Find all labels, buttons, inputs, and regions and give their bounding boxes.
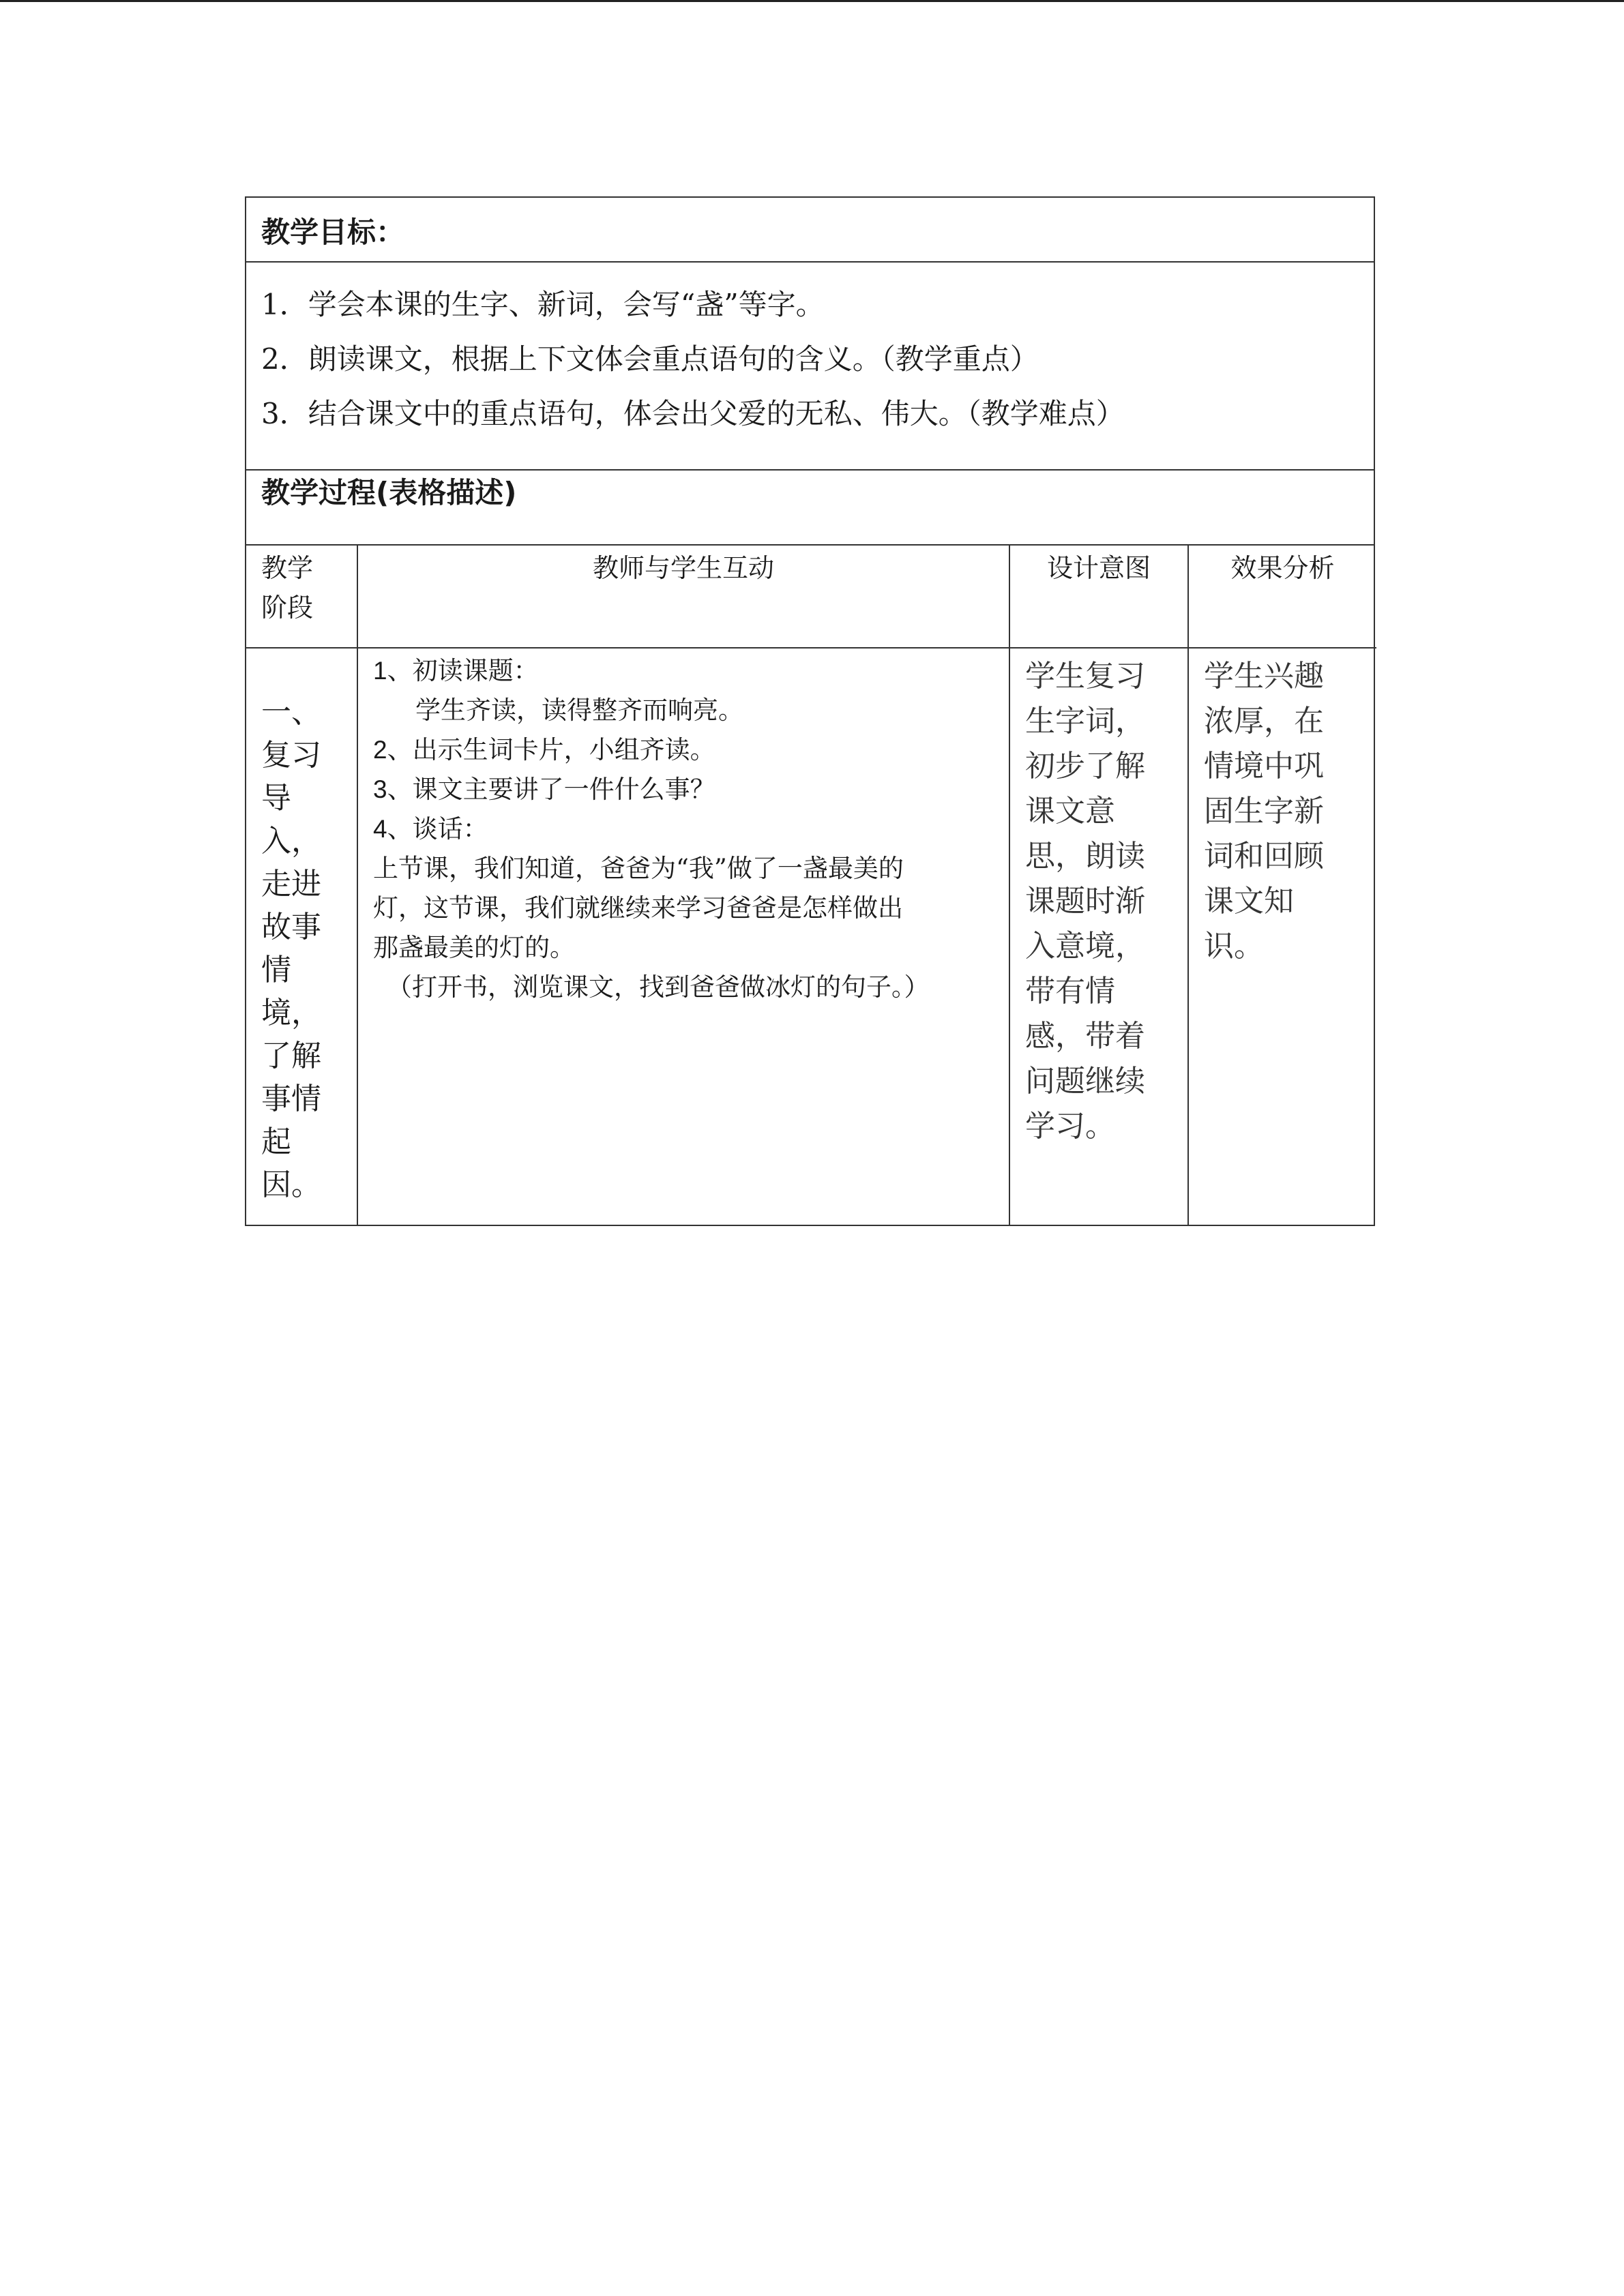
step-text: 、课文主要讲了一件什么事？	[387, 775, 715, 804]
interaction-step-1	[373, 651, 996, 691]
objectives-header-row	[246, 198, 1374, 263]
stage-line: 故事	[261, 910, 321, 944]
objective-item-1: 1．学会本课的生字、新词，会写“盏”等字。	[261, 288, 825, 321]
objective-item-3: 3．结合课文中的重点语句，体会出父爱的无私、伟大。（教学难点）	[261, 397, 1125, 430]
interaction-cell	[357, 648, 1009, 1225]
stage-cell	[246, 648, 357, 1225]
stage-line: 导	[261, 781, 291, 816]
objectives-list	[246, 263, 1374, 471]
design-intent-line: 带有情	[1025, 974, 1115, 1009]
effect-line: 课文知	[1204, 884, 1294, 919]
process-table	[246, 546, 1376, 1225]
objective-item-2: 2．朗读课文，根据上下文体会重点语句的含义。（教学重点）	[261, 342, 1039, 376]
design-intent-line: 思，朗读	[1025, 839, 1145, 874]
step-number: 1	[373, 657, 387, 685]
stage-line: 情	[261, 953, 291, 987]
design-intent-line: 生字词，	[1025, 704, 1145, 739]
stage-line: 一、	[261, 695, 321, 730]
design-intent-line: 感，带着	[1025, 1019, 1145, 1054]
process-title: 教学过程(表格描述)	[261, 476, 517, 509]
header-interaction: 教师与学生互动	[357, 546, 1009, 648]
interaction-instruction: （打开书，浏览课文，找到爸爸做冰灯的句子。）	[387, 972, 930, 1002]
process-table-header	[246, 546, 1376, 648]
interaction-paragraph-line: 那盏最美的灯的。	[373, 933, 575, 962]
top-border-rule	[0, 0, 1624, 2]
interaction-paragraph-line: 灯，这节课，我们就继续来学习爸爸是怎样做出	[373, 893, 903, 923]
effect-line: 情境中巩	[1204, 749, 1324, 784]
header-design-intent: 设计意图	[1009, 546, 1188, 648]
design-intent-line: 课题时渐	[1025, 884, 1145, 919]
interaction-paragraph-line: 上节课，我们知道，爸爸为“我”做了一盏最美的	[373, 854, 904, 883]
stage-line: 入，	[261, 824, 321, 859]
effect-analysis-cell	[1188, 648, 1376, 1225]
header-stage	[246, 546, 357, 648]
step-number: 4	[373, 815, 387, 843]
design-intent-line: 学生复习	[1025, 659, 1145, 694]
interaction-step-3	[373, 770, 996, 809]
step-text: 、出示生词卡片，小组齐读。	[387, 735, 715, 764]
design-intent-line: 问题继续	[1025, 1064, 1145, 1099]
effect-line: 浓厚，在	[1204, 704, 1324, 739]
objectives-title: 教学目标：	[261, 215, 405, 249]
step-text: 、初读课题：	[387, 656, 539, 685]
stage-line: 事情	[261, 1082, 321, 1116]
effect-line: 识。	[1204, 929, 1264, 964]
header-effect-analysis: 效果分析	[1188, 546, 1376, 648]
design-intent-line: 初步了解	[1025, 749, 1145, 784]
step-text: 、谈话：	[387, 814, 488, 844]
design-intent-line: 入意境，	[1025, 929, 1145, 964]
step-number: 2	[373, 736, 387, 764]
stage-line: 复习	[261, 738, 321, 773]
header-stage-line-2: 阶段	[261, 593, 314, 623]
process-header-row	[246, 471, 1374, 546]
stage-line: 走进	[261, 867, 321, 901]
interaction-step-4	[373, 809, 996, 849]
stage-line: 因。	[261, 1167, 321, 1202]
design-intent-line: 课文意	[1025, 794, 1115, 829]
effect-line: 词和回顾	[1204, 839, 1324, 874]
header-stage-line-1: 教学	[261, 553, 314, 583]
table-row	[246, 648, 1376, 1225]
effect-line: 固生字新	[1204, 794, 1324, 829]
stage-line: 境，	[261, 996, 321, 1030]
design-intent-line: 学习。	[1025, 1109, 1115, 1144]
effect-line: 学生兴趣	[1204, 659, 1324, 694]
interaction-step-2	[373, 730, 996, 770]
lesson-plan-table	[245, 196, 1375, 1226]
stage-line: 了解	[261, 1039, 321, 1073]
stage-line: 起	[261, 1124, 291, 1159]
step-number: 3	[373, 775, 387, 803]
interaction-detail: 学生齐读，读得整齐而响亮。	[415, 696, 743, 725]
design-intent-cell	[1009, 648, 1188, 1225]
